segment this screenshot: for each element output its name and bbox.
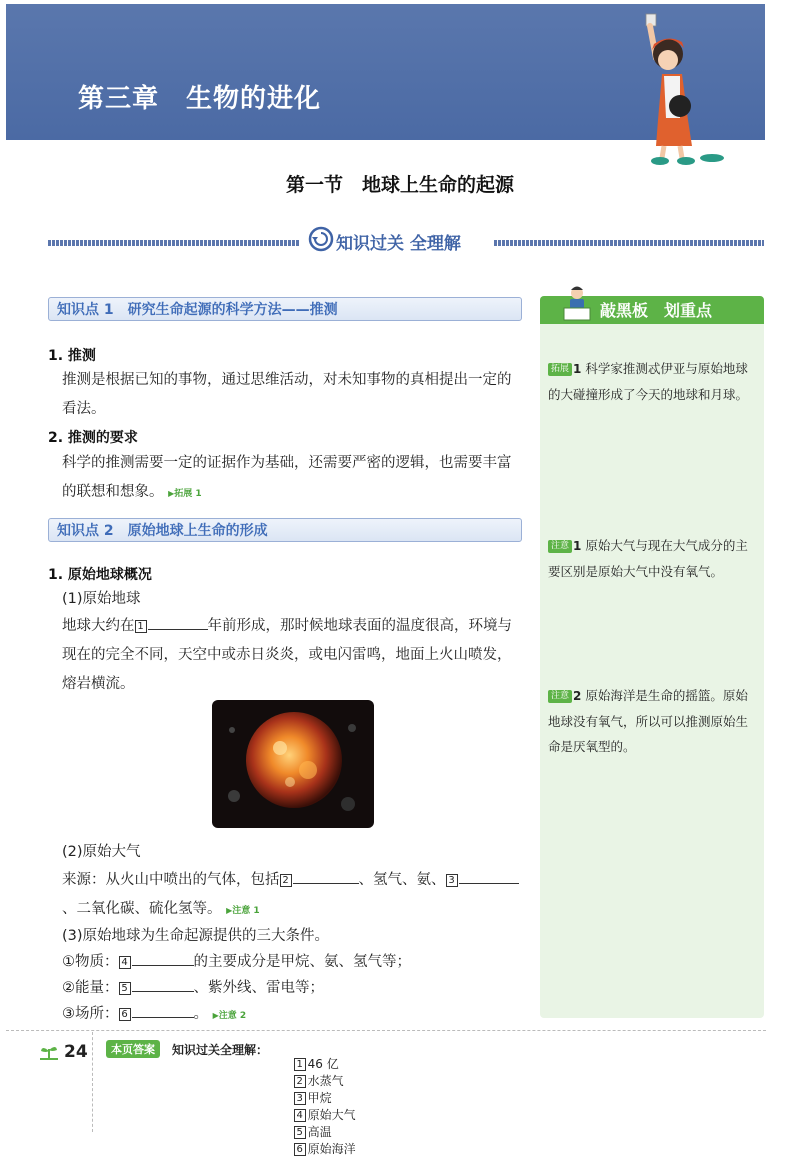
answers-tag: 本页答案 (106, 1040, 160, 1058)
kp2-tag-note-1: 注意 1 (232, 906, 260, 916)
tag-arrow-icon: ▶ (226, 906, 233, 915)
chapter-title: 第三章 生物的进化 (78, 84, 322, 114)
kp2-sub-3: (3)原始地球为生命起源提供的三大条件。 (62, 928, 330, 944)
answer-blank-6[interactable] (132, 1001, 194, 1018)
answer-blank-5[interactable] (132, 975, 194, 992)
sidebar-note-tag: 注意 (548, 690, 572, 703)
answers-label: 知识过关全理解： (172, 1043, 269, 1057)
sidebar-note-text: 原始大气与现在大气成分的主要区别是原始大气中没有氧气。 (548, 538, 748, 579)
refresh-icon (308, 226, 334, 252)
kp1-heading-2: 2. 推测的要求 (48, 430, 138, 446)
kp2-paragraph-1 (62, 612, 524, 699)
banner-stripe-right (494, 240, 764, 246)
answer-text: 水蒸气 (307, 1074, 344, 1088)
kp2-p1-text-b: 年前形成，那时候地球表面的温度很高，环境与现在的完全不同，天空中或赤日炎炎，或电闪雷鸣，地面上火山喷发，熔岩横流。 (62, 618, 512, 692)
kp2-sub-1: (1)原始地球 (62, 591, 141, 607)
kp2-heading-1: 1. 原始地球概况 (48, 567, 152, 583)
sidebar-title: 敲黑板 划重点 (600, 301, 713, 320)
kp1-paragraph-1-text: 推测是根据已知的事物，通过思维活动，对未知事物的真相提出一定的看法。 (62, 372, 512, 417)
answer-item (294, 1142, 356, 1156)
answer-number: 2 (294, 1075, 306, 1088)
knowledge-point-1-title: 知识点 1 研究生命起源的科学方法——推测 (48, 297, 522, 321)
answer-text: 原始大气 (307, 1108, 356, 1122)
answer-text: 甲烷 (307, 1091, 332, 1105)
teacher-icon (562, 284, 592, 322)
answer-blank-3[interactable] (459, 867, 519, 884)
answer-item (294, 1108, 356, 1122)
kp1-tag-extend: 拓展 1 (174, 489, 202, 499)
sidebar-note-number: 1 (573, 362, 582, 376)
answer-text: 高温 (307, 1125, 332, 1139)
kp2-p2-text-a: 来源：从火山中喷出的气体，包括 (62, 872, 280, 888)
kp2-condition-2 (62, 974, 524, 1003)
kp1-paragraph-2-text: 科学的推测需要一定的证据作为基础，还需要严密的逻辑，也需要丰富的联想和想象。 (62, 455, 512, 500)
kp1-heading-1: 1. 推测 (48, 348, 96, 364)
answer-item (294, 1074, 344, 1088)
kp1-paragraph-1 (62, 366, 524, 424)
blank-number-6: 6 (119, 1008, 131, 1021)
knowledge-banner-label: 知识过关 全理解 (336, 234, 461, 254)
mascot-illustration (622, 8, 740, 168)
sprout-icon (38, 1043, 60, 1063)
kp2-c3-text-b: 。 (193, 1006, 208, 1022)
blank-number-1: 1 (135, 620, 147, 633)
answer-blank-1[interactable] (148, 613, 208, 630)
kp2-p2-text-b: 、氢气、氨、 (358, 872, 446, 888)
section-title: 第一节 地球上生命的起源 (285, 174, 514, 196)
kp1-paragraph-2 (62, 449, 524, 509)
kp2-c1-text-b: 的主要成分是甲烷、氨、氢气等； (193, 954, 411, 970)
sidebar-note-tag: 注意 (548, 540, 572, 553)
answer-blank-4[interactable] (132, 949, 194, 966)
answer-number: 3 (294, 1092, 306, 1105)
kp2-condition-1 (62, 948, 524, 977)
blank-number-5: 5 (119, 982, 131, 995)
kp2-c3-text-a: ③场所： (62, 1006, 119, 1022)
footer-margin-divider (92, 1032, 93, 1132)
blank-number-4: 4 (119, 956, 131, 969)
tag-arrow-icon: ▶ (168, 489, 175, 498)
answer-blank-2[interactable] (293, 867, 359, 884)
answer-key (286, 1041, 366, 1157)
answer-text: 46 亿 (307, 1057, 339, 1071)
primitive-earth-image (212, 700, 374, 828)
answer-item (294, 1091, 332, 1105)
kp2-c2-text-a: ②能量： (62, 980, 119, 996)
sidebar-note-tag: 拓展 (548, 363, 572, 376)
sidebar-note-number: 2 (573, 689, 582, 703)
sidebar-note-caution-1 (548, 533, 758, 584)
knowledge-point-2-title: 知识点 2 原始地球上生命的形成 (48, 518, 522, 542)
kp2-c2-text-b: 、紫外线、雷电等； (193, 980, 324, 996)
tag-arrow-icon: ▶ (212, 1011, 219, 1020)
sidebar-note-extend-1 (548, 356, 758, 407)
sidebar-note-number: 1 (573, 539, 582, 553)
sidebar-note-caution-2 (548, 683, 758, 759)
sidebar-note-text: 科学家推测忒伊亚与原始地球的大碰撞形成了今天的地球和月球。 (548, 361, 749, 402)
footer-divider (6, 1030, 766, 1031)
answer-number: 6 (294, 1143, 306, 1156)
answer-text: 原始海洋 (307, 1142, 356, 1156)
answer-item (294, 1125, 332, 1139)
page-number: 24 (64, 1042, 88, 1062)
kp2-p2-text-c: 、二氧化碳、硫化氢等。 (62, 901, 222, 917)
answer-number: 5 (294, 1126, 306, 1139)
blank-number-2: 2 (280, 874, 292, 887)
kp2-c1-text-a: ①物质： (62, 954, 119, 970)
banner-stripe-left (48, 240, 300, 246)
answer-number: 4 (294, 1109, 306, 1122)
kp2-condition-3 (62, 1000, 524, 1031)
answer-number: 1 (294, 1058, 306, 1071)
kp2-paragraph-2 (62, 866, 532, 926)
kp2-p1-text-a: 地球大约在 (62, 618, 135, 634)
kp2-tag-note-2: 注意 2 (218, 1011, 247, 1021)
kp2-sub-2: (2)原始大气 (62, 844, 141, 860)
blank-number-3: 3 (446, 874, 458, 887)
answer-item (294, 1057, 339, 1071)
sidebar-note-text: 原始海洋是生命的摇篮。原始地球没有氧气，所以可以推测原始生命是厌氧型的。 (548, 688, 749, 754)
